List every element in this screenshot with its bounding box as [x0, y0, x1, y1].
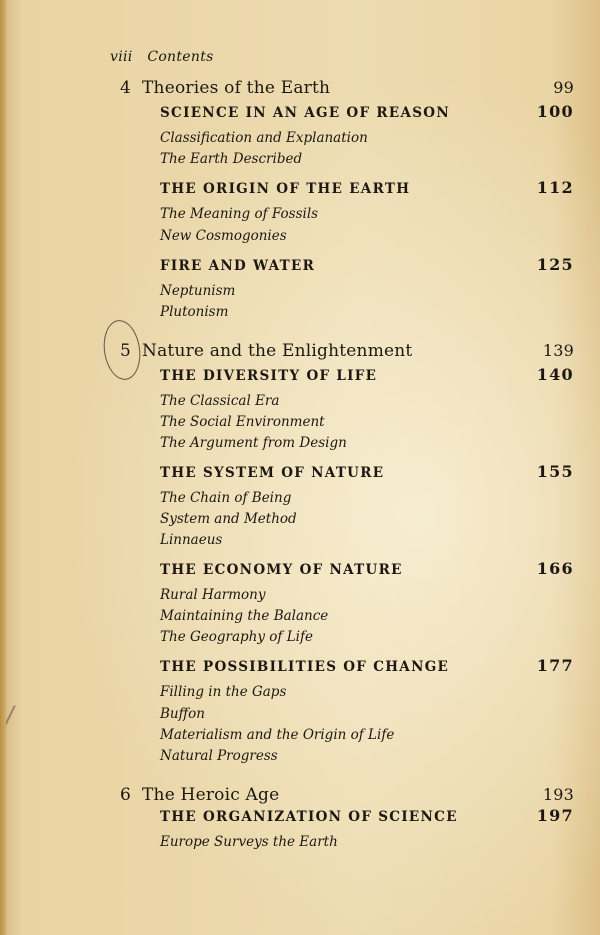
chapter-title: The Heroic Age [142, 785, 280, 805]
section-title: THE SYSTEM OF NATURE [160, 465, 385, 481]
section-page: 140 [536, 365, 574, 384]
subsection-entry: Buffon [160, 706, 206, 722]
subsection-entry: The Geography of Life [160, 629, 313, 645]
subsection-entry: Natural Progress [160, 748, 278, 764]
subsection-entry: Neptunism [160, 283, 236, 299]
subsection-entry: The Meaning of Fossils [160, 206, 319, 222]
running-header [110, 49, 214, 65]
chapter-number: 6 [120, 785, 132, 805]
chapter-page: 139 [542, 341, 574, 360]
subsection-entry: Rural Harmony [160, 587, 266, 603]
subsection-entry: The Argument from Design [160, 435, 347, 451]
subsection-entry: Maintaining the Balance [160, 608, 329, 624]
subsection-entry: The Chain of Being [160, 490, 292, 506]
chapter-number: 5 [120, 341, 132, 361]
subsection-entry: The Earth Described [160, 151, 303, 167]
section-title: THE ORGANIZATION OF SCIENCE [160, 809, 458, 825]
section-page: 177 [536, 656, 574, 675]
subsection-entry: Linnaeus [160, 532, 223, 548]
chapter-page: 99 [553, 78, 574, 97]
section-title: THE POSSIBILITIES OF CHANGE [160, 659, 450, 675]
chapter-page: 193 [542, 785, 574, 804]
pencil-margin-mark [0, 705, 16, 805]
page-folio: viii [110, 49, 133, 65]
chapter-title: Nature and the Enlightenment [142, 341, 413, 361]
section-title: THE ECONOMY OF NATURE [160, 562, 403, 578]
subsection-entry: Europe Surveys the Earth [160, 834, 338, 850]
section-page: 100 [536, 102, 574, 121]
section-title: FIRE AND WATER [160, 258, 316, 274]
section-page: 125 [536, 255, 574, 274]
section-title: SCIENCE IN AN AGE OF REASON [160, 105, 451, 121]
chapter-number: 4 [120, 78, 132, 98]
subsection-entry: The Social Environment [160, 414, 325, 430]
section-title: THE DIVERSITY OF LIFE [160, 368, 378, 384]
chapter-title: Theories of the Earth [142, 78, 331, 98]
subsection-entry: The Classical Era [160, 393, 280, 409]
subsection-entry: Filling in the Gaps [160, 684, 287, 700]
section-title: THE ORIGIN OF THE EARTH [160, 181, 411, 197]
section-page: 112 [536, 178, 574, 197]
section-page: 166 [536, 559, 574, 578]
header-title: Contents [147, 49, 214, 65]
subsection-entry: New Cosmogonies [160, 228, 287, 244]
subsection-entry: Classification and Explanation [160, 130, 368, 146]
section-page: 155 [536, 462, 574, 481]
subsection-entry: System and Method [160, 511, 297, 527]
subsection-entry: Materialism and the Origin of Life [160, 727, 395, 743]
section-page: 197 [536, 806, 574, 825]
subsection-entry: Plutonism [160, 304, 229, 320]
